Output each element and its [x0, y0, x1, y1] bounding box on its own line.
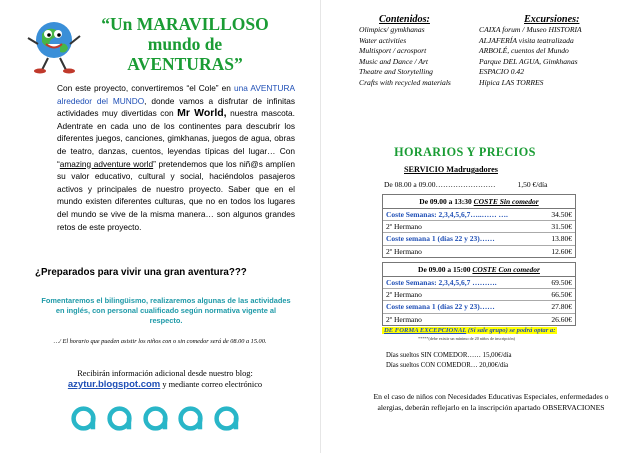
- excursion-cell: ALJAFERÍA visita teatralizada: [479, 35, 574, 45]
- contenido-cell: Crafts with recycled materials: [359, 77, 451, 87]
- madrugadores-label: De 08.00 a 09.00……………………: [384, 180, 496, 189]
- intro-text-c: , donde vamos a disfrutar de infinitas actividades muy divertidas con: [57, 95, 296, 119]
- price-value: 13.80€: [551, 234, 572, 244]
- blog-info: [40, 368, 290, 390]
- price-value: 66.50€: [551, 290, 572, 300]
- con-comedor-header: [383, 263, 575, 277]
- price-label: Coste Semanas: 2,3,4,5,6,7 ……….: [386, 278, 497, 287]
- price-label: 2º Hermano: [386, 246, 422, 256]
- footer-note: En el caso de niños con Necesidades Educativas Especiales, enfermedades o alergias, deberán reflejarlo en la inscripción apartado OBSERVACIONES: [373, 392, 609, 412]
- price-value: 27.80€: [551, 302, 572, 312]
- minimum-note: *****(debe existir un mínimo de 20 niños de inscripción): [418, 336, 515, 341]
- servicio-heading: SERVICIO Madrugadores: [404, 165, 498, 174]
- intro-highlight: una AVENTURA alrededor del MUNDO: [57, 83, 295, 106]
- price-value: 26.60€: [551, 314, 572, 324]
- price-label: 2º Hermano: [386, 290, 422, 300]
- table-header: [359, 14, 619, 25]
- social-icon[interactable]: [177, 405, 204, 432]
- blog-prefix: Recibirán información adicional desde nuestro blog:: [77, 369, 253, 378]
- excursion-cell: ARBOLÉ, cuentos del Mundo: [479, 46, 569, 55]
- price-row: [383, 221, 575, 233]
- title-line-2: mundo de: [147, 34, 223, 54]
- price-label: Coste semana 1 (días 22 y 23)……: [386, 234, 495, 244]
- social-icons: [70, 405, 240, 431]
- intro-text-e: nuestra mascota. Adentrate en cada uno de los continentes para descubrir los diferentes juegos, canciones, gimkhanas, juegos de agua, obras de teatro, danzas, cuentos, leyendas típicas del lugar… Con “: [57, 108, 295, 169]
- dias-con-comedor: Días sueltos CON COMEDOR… 20,00€/día: [386, 362, 509, 369]
- price-value: 34.50€: [551, 210, 572, 219]
- table-row: [359, 25, 619, 36]
- price-row: [383, 314, 575, 325]
- price-value: 69.50€: [551, 278, 572, 287]
- price-row: [383, 209, 575, 221]
- price-row: [383, 233, 575, 245]
- price-label: 2º Hermano: [386, 314, 422, 324]
- social-icon[interactable]: [142, 405, 169, 432]
- horarios-heading: HORARIOS Y PRECIOS: [394, 145, 536, 159]
- price-row: [383, 246, 575, 257]
- contents-excursions-table: [359, 14, 619, 88]
- table-row: [359, 36, 619, 47]
- schedule-note: …/ El horario que pueden asistir los niños con o sin comedor será de 08.00 a 15.00.: [53, 338, 267, 345]
- contenido-cell: Olimpics/ gymkhanas: [359, 25, 425, 34]
- con-comedor-box: [382, 262, 576, 326]
- sin-comedor-box: [382, 194, 576, 258]
- price-value: 31.50€: [551, 222, 572, 232]
- question-heading: ¿Preparados para vivir una gran aventura???: [35, 267, 247, 278]
- table-row: [359, 46, 619, 57]
- price-row: [383, 289, 575, 301]
- excursion-cell: ESPACIO 0.42: [479, 67, 524, 76]
- contenidos-header: Contenidos:: [379, 14, 430, 25]
- amazing-adventure-world: amazing adventure world: [59, 158, 154, 169]
- con-comedor-time: De 09.00 a 15:00: [418, 265, 473, 274]
- table-row: [359, 67, 619, 78]
- excepcional-label: DE FORMA EXCEPCIONAL: [384, 327, 467, 334]
- contenido-cell: Multisport / acrosport: [359, 46, 427, 55]
- madrugadores-line: [384, 180, 547, 189]
- intro-text-g: ” pretendemos que los niñ@s amplíen su valor educativo, cultural y social, haciéndolos pasajeros activos y principales de nuestro proyecto. Saber que en el mundo existen diferentes culturas, que no en todos los lugares del mundo se vive de la misma manera… son algunos grandes retos de este proyecto.: [57, 158, 296, 232]
- price-label: 2º Hermano: [386, 222, 422, 232]
- contenido-cell: Theatre and Storytelling: [359, 67, 433, 76]
- social-icon[interactable]: [213, 405, 240, 432]
- title-line-1: “Un MARAVILLOSO: [101, 14, 269, 34]
- contenido-cell: Music and Dance / Art: [359, 56, 429, 66]
- con-comedor-title: COSTE Con comedor: [472, 265, 540, 274]
- sin-comedor-header: [383, 195, 575, 209]
- intro-paragraph: [35, 82, 295, 233]
- table-row: [359, 78, 619, 89]
- sin-comedor-time: De 09.00 a 13:30: [419, 197, 474, 206]
- excursion-cell: Hípica LAS TORRES: [479, 77, 544, 87]
- sin-comedor-title: COSTE Sin comedor: [473, 197, 539, 206]
- price-row: [383, 277, 575, 289]
- contenido-cell: Water activities: [359, 35, 407, 45]
- excepcional-text: (Si sale grupo) se podrá optar a:: [466, 327, 556, 334]
- title-line-3: AVENTURAS”: [127, 54, 243, 74]
- price-value: 12.60€: [551, 246, 572, 256]
- table-row: [359, 57, 619, 68]
- excursion-cell: CAIXA forum / Museo HISTORIA: [479, 25, 582, 34]
- dias-sin-comedor: Días sueltos SIN COMEDOR…… 15,00€/día: [386, 352, 512, 359]
- price-label: Coste semana 1 (días 22 y 23)……: [386, 302, 495, 312]
- mascot-globe-icon: [24, 14, 86, 74]
- price-label: Coste Semanas: 2,3,4,5,6,7…..…… ….: [386, 210, 508, 219]
- right-page: [320, 0, 640, 453]
- excursion-cell: Parque DEL AGUA, Gimkhanas: [479, 56, 578, 66]
- blog-link[interactable]: azytur.blogspot.com: [67, 379, 161, 390]
- mascot-name: Mr World,: [177, 107, 227, 120]
- bilingual-note: Fomentaremos el bilingüismo, realizaremos algunas de las actividades en inglés, con personal cualificado según normativa vigente al respecto.: [41, 296, 291, 325]
- excursiones-header: Excursiones:: [524, 14, 580, 25]
- intro-text-a: Con este proyecto, convertiremos “el Cole” en: [57, 83, 234, 93]
- madrugadores-price: 1,50 €/día: [517, 180, 548, 189]
- excepcional-note: [382, 327, 557, 334]
- blog-suffix: y mediante correo electrónico: [160, 380, 263, 389]
- social-icon[interactable]: [106, 405, 133, 432]
- price-row: [383, 301, 575, 313]
- page-title: [95, 14, 275, 74]
- social-icon[interactable]: [70, 405, 97, 432]
